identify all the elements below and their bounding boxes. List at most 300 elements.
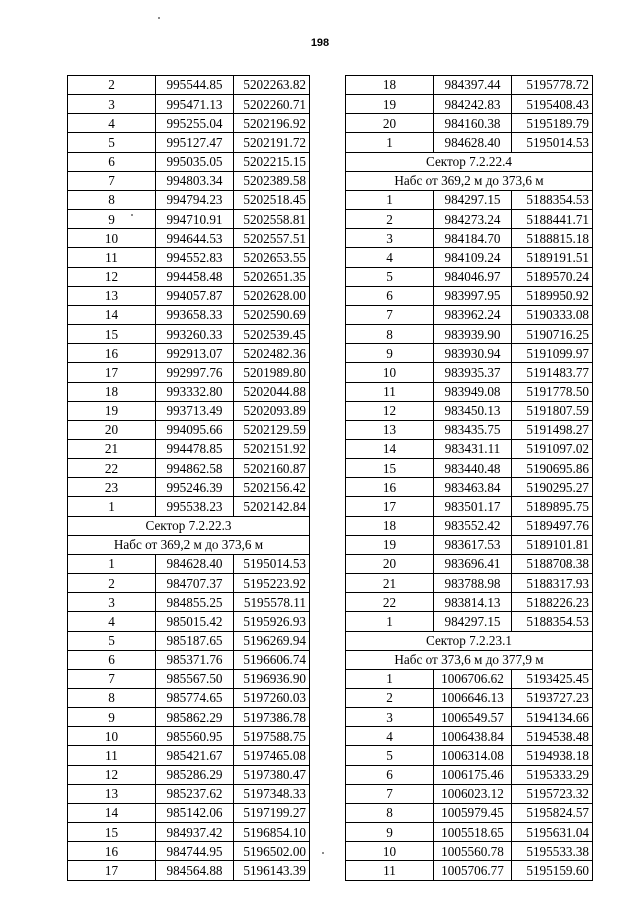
y-coordinate: 5201989.80 [234,363,310,382]
x-coordinate: 1006438.84 [434,727,512,746]
x-coordinate: 993260.33 [156,325,234,344]
table-row [68,95,310,114]
sector-heading-row [346,152,593,171]
table-row [68,248,310,267]
x-coordinate: 984937.42 [156,823,234,842]
y-coordinate: 5195723.32 [512,784,593,803]
point-number: 8 [346,803,434,822]
x-coordinate: 995544.85 [156,76,234,95]
table-row [346,765,593,784]
table-row [346,708,593,727]
table-row [68,401,310,420]
sector-heading-row [346,631,593,650]
x-coordinate: 994803.34 [156,171,234,190]
table-row [346,325,593,344]
x-coordinate: 984628.40 [434,133,512,152]
table-row [68,171,310,190]
point-number: 17 [346,497,434,516]
point-number: 16 [346,478,434,497]
y-coordinate: 5188815.18 [512,229,593,248]
y-coordinate: 5188354.53 [512,190,593,209]
x-coordinate: 985421.67 [156,746,234,765]
y-coordinate: 5202160.87 [234,459,310,478]
x-coordinate: 992997.76 [156,363,234,382]
point-number: 3 [346,708,434,727]
point-number: 6 [346,765,434,784]
table-row [68,803,310,822]
x-coordinate: 995246.39 [156,478,234,497]
y-coordinate: 5193727.23 [512,689,593,708]
point-number: 15 [68,823,156,842]
point-number: 13 [68,286,156,305]
table-row [346,267,593,286]
point-number: 1 [346,190,434,209]
sector-heading: Сектор 7.2.22.3 [68,516,310,535]
x-coordinate: 984628.40 [156,554,234,573]
y-coordinate: 5197260.03 [234,689,310,708]
x-coordinate: 983696.41 [434,554,512,573]
table-row [68,784,310,803]
point-number: 1 [68,554,156,573]
coordinates-table-right-body [346,76,593,881]
table-row [68,689,310,708]
y-coordinate: 5195408.43 [512,95,593,114]
point-number: 10 [68,727,156,746]
table-row [68,593,310,612]
point-number: 5 [346,267,434,286]
y-coordinate: 5189950.92 [512,286,593,305]
y-coordinate: 5197465.08 [234,746,310,765]
point-number: 4 [68,114,156,133]
x-coordinate: 994710.91 [156,210,234,229]
x-coordinate: 983501.17 [434,497,512,516]
x-coordinate: 983431.11 [434,439,512,458]
x-coordinate: 1006706.62 [434,669,512,688]
scan-speck [158,17,160,19]
table-row [68,152,310,171]
table-row [68,842,310,861]
table-row [68,765,310,784]
point-number: 2 [68,76,156,95]
y-coordinate: 5202263.82 [234,76,310,95]
x-coordinate: 992913.07 [156,344,234,363]
table-row [68,114,310,133]
y-coordinate: 5195014.53 [234,554,310,573]
table-row [346,286,593,305]
x-coordinate: 985567.50 [156,669,234,688]
point-number: 4 [346,727,434,746]
x-coordinate: 984855.25 [156,593,234,612]
point-number: 8 [346,325,434,344]
x-coordinate: 984297.15 [434,190,512,209]
y-coordinate: 5196606.74 [234,650,310,669]
y-coordinate: 5196936.90 [234,669,310,688]
x-coordinate: 1006175.46 [434,765,512,784]
table-row [68,459,310,478]
y-coordinate: 5190333.08 [512,305,593,324]
table-row [346,574,593,593]
point-number: 1 [346,669,434,688]
table-row [68,76,310,95]
x-coordinate: 984707.37 [156,574,234,593]
x-coordinate: 983962.24 [434,305,512,324]
x-coordinate: 1006549.57 [434,708,512,727]
y-coordinate: 5202557.51 [234,229,310,248]
x-coordinate: 983463.84 [434,478,512,497]
y-coordinate: 5202093.89 [234,401,310,420]
x-coordinate: 984297.15 [434,612,512,631]
coordinates-table-right [345,75,593,881]
point-number: 6 [68,650,156,669]
point-number: 9 [68,210,156,229]
sector-heading-row [346,171,593,190]
table-row [68,363,310,382]
x-coordinate: 995035.05 [156,152,234,171]
table-row [68,612,310,631]
y-coordinate: 5191097.02 [512,439,593,458]
table-row [346,439,593,458]
sector-heading-row [68,516,310,535]
x-coordinate: 984397.44 [434,76,512,95]
x-coordinate: 983617.53 [434,535,512,554]
y-coordinate: 5202653.55 [234,248,310,267]
table-row [68,669,310,688]
table-row [346,842,593,861]
point-number: 11 [68,746,156,765]
point-number: 5 [68,133,156,152]
x-coordinate: 994794.23 [156,190,234,209]
point-number: 11 [346,382,434,401]
y-coordinate: 5191807.59 [512,401,593,420]
point-number: 19 [346,535,434,554]
table-row [68,478,310,497]
y-coordinate: 5189191.51 [512,248,593,267]
y-coordinate: 5188354.53 [512,612,593,631]
table-row [346,248,593,267]
x-coordinate: 983814.13 [434,593,512,612]
table-row [346,382,593,401]
table-row [68,420,310,439]
point-number: 1 [68,497,156,516]
x-coordinate: 994644.53 [156,229,234,248]
point-number: 17 [68,363,156,382]
y-coordinate: 5188226.23 [512,593,593,612]
x-coordinate: 984242.83 [434,95,512,114]
point-number: 2 [68,574,156,593]
point-number: 7 [346,784,434,803]
sector-heading-row [68,535,310,554]
point-number: 3 [68,593,156,612]
sector-heading: Набс от 369,2 м до 373,6 м [346,171,593,190]
x-coordinate: 994552.83 [156,248,234,267]
point-number: 7 [68,171,156,190]
point-number: 18 [346,76,434,95]
point-number: 1 [346,133,434,152]
y-coordinate: 5188441.71 [512,210,593,229]
point-number: 8 [68,689,156,708]
table-row [346,612,593,631]
table-row [346,190,593,209]
sector-heading: Набс от 369,2 м до 373,6 м [68,535,310,554]
point-number: 14 [68,803,156,822]
y-coordinate: 5195014.53 [512,133,593,152]
y-coordinate: 5202142.84 [234,497,310,516]
y-coordinate: 5194134.66 [512,708,593,727]
x-coordinate: 983450.13 [434,401,512,420]
table-row [68,305,310,324]
x-coordinate: 984160.38 [434,114,512,133]
point-number: 21 [68,439,156,458]
y-coordinate: 5195533.38 [512,842,593,861]
x-coordinate: 1006314.08 [434,746,512,765]
point-number: 18 [68,382,156,401]
y-coordinate: 5202628.00 [234,286,310,305]
y-coordinate: 5189101.81 [512,535,593,554]
table-row [68,382,310,401]
x-coordinate: 994478.85 [156,439,234,458]
table-row [346,210,593,229]
table-row [68,325,310,344]
table-row [68,133,310,152]
point-number: 1 [346,612,434,631]
point-number: 10 [346,842,434,861]
x-coordinate: 985187.65 [156,631,234,650]
x-coordinate: 985862.29 [156,708,234,727]
table-row [346,803,593,822]
table-row [68,439,310,458]
point-number: 15 [346,459,434,478]
point-number: 23 [68,478,156,497]
table-row [346,861,593,880]
point-number: 16 [68,842,156,861]
x-coordinate: 984109.24 [434,248,512,267]
point-number: 17 [68,861,156,880]
table-row [346,229,593,248]
table-row [346,784,593,803]
point-number: 14 [68,305,156,324]
point-number: 6 [68,152,156,171]
y-coordinate: 5195578.11 [234,593,310,612]
y-coordinate: 5191099.97 [512,344,593,363]
x-coordinate: 994057.87 [156,286,234,305]
x-coordinate: 985142.06 [156,803,234,822]
point-number: 12 [346,401,434,420]
table-row [346,593,593,612]
point-number: 21 [346,574,434,593]
table-row [68,267,310,286]
x-coordinate: 993713.49 [156,401,234,420]
table-row [346,76,593,95]
table-row [68,190,310,209]
table-row [346,727,593,746]
point-number: 18 [346,516,434,535]
point-number: 7 [68,669,156,688]
point-number: 13 [346,420,434,439]
x-coordinate: 993658.33 [156,305,234,324]
table-row [346,478,593,497]
x-coordinate: 985371.76 [156,650,234,669]
y-coordinate: 5195778.72 [512,76,593,95]
y-coordinate: 5197386.78 [234,708,310,727]
table-row [68,727,310,746]
table-row [346,420,593,439]
point-number: 14 [346,439,434,458]
table-row [346,133,593,152]
y-coordinate: 5202260.71 [234,95,310,114]
table-row [346,344,593,363]
y-coordinate: 5202044.88 [234,382,310,401]
table-row [68,229,310,248]
y-coordinate: 5196502.00 [234,842,310,861]
point-number: 15 [68,325,156,344]
y-coordinate: 5191498.27 [512,420,593,439]
y-coordinate: 5195189.79 [512,114,593,133]
table-row [68,708,310,727]
y-coordinate: 5188317.93 [512,574,593,593]
x-coordinate: 984564.88 [156,861,234,880]
point-number: 11 [346,861,434,880]
table-row [68,497,310,516]
point-number: 4 [68,612,156,631]
x-coordinate: 984184.70 [434,229,512,248]
y-coordinate: 5202651.35 [234,267,310,286]
table-row [68,574,310,593]
point-number: 10 [68,229,156,248]
x-coordinate: 985237.62 [156,784,234,803]
x-coordinate: 983939.90 [434,325,512,344]
table-row [346,554,593,573]
point-number: 19 [68,401,156,420]
point-number: 22 [68,459,156,478]
x-coordinate: 984744.95 [156,842,234,861]
table-row [346,689,593,708]
x-coordinate: 995471.13 [156,95,234,114]
y-coordinate: 5197380.47 [234,765,310,784]
x-coordinate: 994095.66 [156,420,234,439]
table-row [346,305,593,324]
page-number: 198 [310,37,330,49]
y-coordinate: 5195631.04 [512,823,593,842]
table-row [346,535,593,554]
table-row [68,554,310,573]
y-coordinate: 5195926.93 [234,612,310,631]
point-number: 12 [68,267,156,286]
point-number: 9 [68,708,156,727]
x-coordinate: 985015.42 [156,612,234,631]
y-coordinate: 5195159.60 [512,861,593,880]
sector-heading-row [346,650,593,669]
y-coordinate: 5202482.36 [234,344,310,363]
table-row [346,823,593,842]
table-row [68,210,310,229]
y-coordinate: 5190716.25 [512,325,593,344]
x-coordinate: 983788.98 [434,574,512,593]
x-coordinate: 983435.75 [434,420,512,439]
y-coordinate: 5202191.72 [234,133,310,152]
x-coordinate: 1006646.13 [434,689,512,708]
point-number: 5 [346,746,434,765]
table-row [68,823,310,842]
table-row [346,516,593,535]
y-coordinate: 5202196.92 [234,114,310,133]
y-coordinate: 5202151.92 [234,439,310,458]
point-number: 20 [346,114,434,133]
point-number: 3 [346,229,434,248]
x-coordinate: 995127.47 [156,133,234,152]
scan-speck [322,852,324,854]
x-coordinate: 985560.95 [156,727,234,746]
y-coordinate: 5202539.45 [234,325,310,344]
y-coordinate: 5195223.92 [234,574,310,593]
y-coordinate: 5197348.33 [234,784,310,803]
y-coordinate: 5195333.29 [512,765,593,784]
sector-heading: Набс от 373,6 м до 377,9 м [346,650,593,669]
x-coordinate: 984046.97 [434,267,512,286]
y-coordinate: 5202129.59 [234,420,310,439]
table-row [68,746,310,765]
sector-heading: Сектор 7.2.23.1 [346,631,593,650]
point-number: 3 [68,95,156,114]
table-row [346,363,593,382]
point-number: 20 [346,554,434,573]
point-number: 2 [346,210,434,229]
table-row [346,746,593,765]
point-number: 6 [346,286,434,305]
coordinates-table-left [67,75,310,881]
x-coordinate: 995538.23 [156,497,234,516]
y-coordinate: 5202590.69 [234,305,310,324]
y-coordinate: 5194938.18 [512,746,593,765]
table-row [68,861,310,880]
x-coordinate: 983440.48 [434,459,512,478]
x-coordinate: 1005560.78 [434,842,512,861]
table-row [68,286,310,305]
y-coordinate: 5202389.58 [234,171,310,190]
point-number: 19 [346,95,434,114]
x-coordinate: 985286.29 [156,765,234,784]
y-coordinate: 5197588.75 [234,727,310,746]
table-row [68,344,310,363]
point-number: 9 [346,344,434,363]
table-row [346,497,593,516]
table-row [346,669,593,688]
point-number: 5 [68,631,156,650]
y-coordinate: 5202156.42 [234,478,310,497]
point-number: 7 [346,305,434,324]
y-coordinate: 5190695.86 [512,459,593,478]
point-number: 12 [68,765,156,784]
x-coordinate: 995255.04 [156,114,234,133]
y-coordinate: 5193425.45 [512,669,593,688]
x-coordinate: 983997.95 [434,286,512,305]
x-coordinate: 1005706.77 [434,861,512,880]
y-coordinate: 5191778.50 [512,382,593,401]
y-coordinate: 5191483.77 [512,363,593,382]
table-row [68,631,310,650]
y-coordinate: 5190295.27 [512,478,593,497]
x-coordinate: 983930.94 [434,344,512,363]
sector-heading: Сектор 7.2.22.4 [346,152,593,171]
point-number: 8 [68,190,156,209]
x-coordinate: 983552.42 [434,516,512,535]
y-coordinate: 5196143.39 [234,861,310,880]
y-coordinate: 5202518.45 [234,190,310,209]
table-row [68,650,310,669]
y-coordinate: 5195824.57 [512,803,593,822]
point-number: 2 [346,689,434,708]
y-coordinate: 5194538.48 [512,727,593,746]
y-coordinate: 5202215.15 [234,152,310,171]
